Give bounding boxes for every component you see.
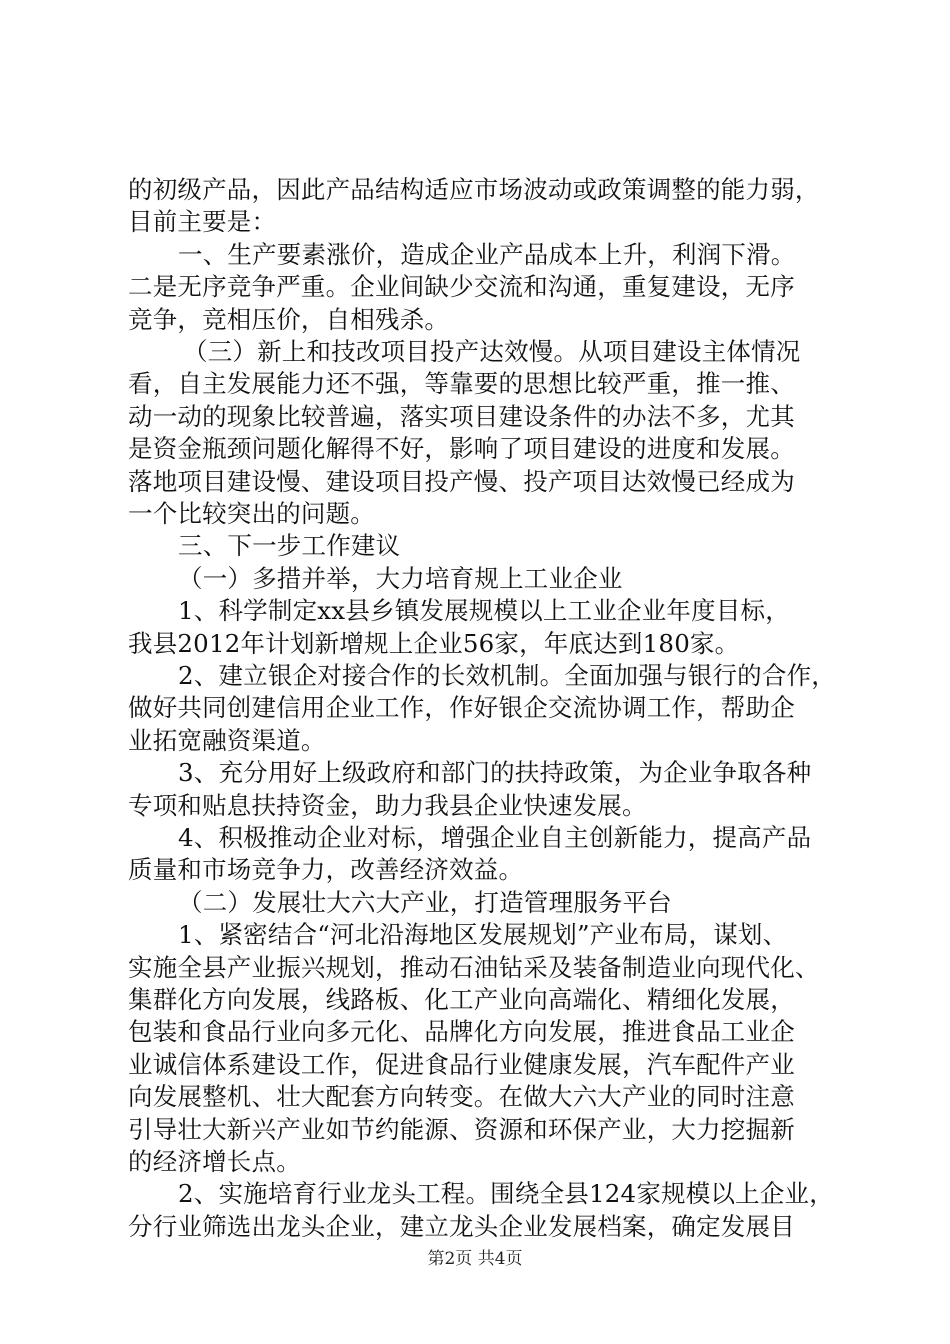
text-line: 质量和市场竞争力，改善经济效益。: [128, 855, 524, 884]
text-line: 1、紧密结合“河北沿海地区发展规划”产业布局，谋划、: [178, 920, 788, 949]
text-line: 竞争，竞相压价，自相残杀。: [128, 305, 450, 334]
text-line: （三）新上和技改项目投产达效慢。从项目建设主体情况: [183, 337, 801, 366]
page-number-footer: 第2页 共4页: [427, 1249, 523, 1269]
section-heading: 三、下一步工作建议: [178, 531, 401, 560]
text-line: 集群化方向发展，线路板、化工产业向高端化、精细化发展，: [128, 985, 795, 1014]
text-line: 动一动的现象比较普遍，落实项目建设条件的办法不多，尤其: [128, 402, 795, 431]
text-line: 我县2012年计划新增规上企业56家，年底达到180家。: [128, 629, 740, 658]
text-line: 目前主要是：: [128, 207, 277, 236]
text-line: 一个比较突出的问题。: [128, 499, 375, 528]
text-line: 二是无序竞争严重。企业间缺少交流和沟通，重复建设，无序: [128, 272, 795, 301]
subsection-heading: （一）多措并举，大力培育规上工业企业: [178, 564, 623, 593]
text-line: 2、建立银企对接合作的长效机制。全面加强与银行的合作，: [178, 661, 836, 690]
text-line: 一、生产要素涨价，造成企业产品成本上升，利润下滑。: [178, 240, 796, 269]
text-line: 业诚信体系建设工作，促进食品行业健康发展，汽车配件产业: [128, 1050, 795, 1079]
text-line: 引导壮大新兴产业如节约能源、资源和环保产业，大力挖掘新: [128, 1115, 795, 1144]
text-line: 做好共同创建信用企业工作，作好银企交流协调工作，帮助企: [128, 693, 795, 722]
text-line: 包装和食品行业向多元化、品牌化方向发展，推进食品工业企: [128, 1017, 795, 1046]
text-line: 1、科学制定xx县乡镇发展规模以上工业企业年度目标，: [178, 596, 790, 625]
text-line: 的初级产品，因此产品结构适应市场波动或政策调整的能力弱，: [128, 175, 820, 204]
text-line: 分行业筛选出龙头企业，建立龙头企业发展档案，确定发展目: [128, 1212, 795, 1241]
text-line: 业拓宽融资渠道。: [128, 726, 326, 755]
text-line: 专项和贴息扶持资金，助力我县企业快速发展。: [128, 791, 647, 820]
text-line: 3、充分用好上级政府和部门的扶持政策，为企业争取各种: [178, 758, 812, 787]
text-line: 4、积极推动企业对标，增强企业自主创新能力，提高产品: [178, 823, 812, 852]
text-line: 实施全县产业振兴规划，推动石油钻采及装备制造业向现代化、: [128, 953, 820, 982]
text-line: 是资金瓶颈问题化解得不好，影响了项目建设的进度和发展。: [128, 434, 795, 463]
text-line: 向发展整机、壮大配套方向转变。在做大六大产业的同时注意: [128, 1082, 795, 1111]
text-line: 看，自主发展能力还不强，等靠要的思想比较严重，推一推、: [128, 369, 795, 398]
subsection-heading: （二）发展壮大六大产业，打造管理服务平台: [178, 888, 672, 917]
text-line: 2、实施培育行业龙头工程。围绕全县124家规模以上企业，: [178, 1179, 834, 1208]
text-line: 落地项目建设慢、建设项目投产慢、投产项目达效慢已经成为: [128, 467, 795, 496]
text-line: 的经济增长点。: [128, 1147, 301, 1176]
